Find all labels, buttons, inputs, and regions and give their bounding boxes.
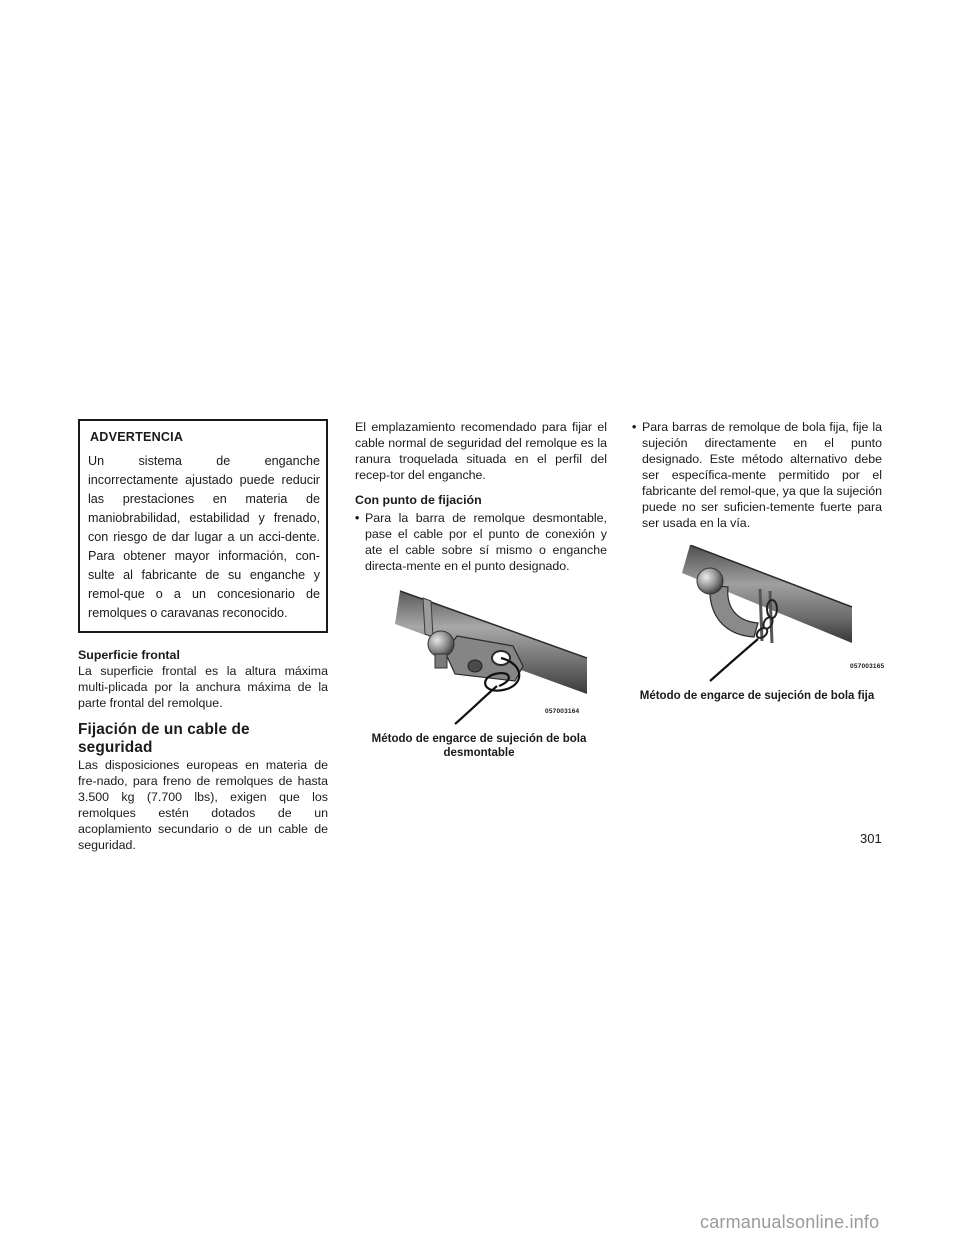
figure-code: 057003165	[850, 663, 885, 670]
middle-column	[355, 419, 607, 760]
removable-ball-figure	[375, 586, 607, 726]
bullet-text: Para barras de remolque de bola fija, fije la sujeción directamente en el punto designado. Este método alternativo debe ser específica-mente permitido por el fabricante del remol-que, ya que la sujeción puede no ser suficien-temente fuerte para ser usada en la vía.	[642, 420, 882, 530]
caption-line-1: Método de engarce de sujeción de bola	[371, 733, 587, 745]
page-number: 301	[860, 831, 882, 846]
figure-code: 0570031​64	[545, 708, 580, 715]
watermark-text: carmanualsonline.info	[700, 1212, 880, 1232]
removable-figure-caption	[351, 732, 607, 760]
recommended-location-text: El emplazamiento recomendado para fijar el cable normal de seguridad del remolque es la ranura troquelada situada en el perfil del recep-tor del enganche.	[355, 420, 607, 482]
bullet-icon: •	[632, 420, 637, 434]
bullet-icon: •	[355, 511, 360, 525]
cable-section-heading: Fijación de un cable de seguridad	[78, 721, 250, 756]
cable-section-text: Las disposiciones europeas en materia de fre-nado, para freno de remolques de hasta 3.500 kg (7.700 lbs), exigen que los remolques estén dotados de un acoplamiento secundario o de un cable de seguridad.	[78, 758, 328, 852]
attachment-point-heading: Con punto de fijación	[355, 493, 482, 507]
warning-box	[78, 419, 328, 633]
bullet-removable-bar	[355, 510, 607, 574]
frontal-text: La superficie frontal es la altura máxima multi-plicada por la anchura máxima de la parte frontal del remolque.	[78, 664, 328, 710]
caption-line-2: desmontable	[443, 747, 515, 759]
fixed-ball-figure	[682, 545, 885, 685]
bullet-text: Para la barra de remolque desmontable, pase el cable por el punto de conexión y ate el cable sobre sí mismo o enganche directa-mente en el punto designado.	[365, 511, 607, 573]
bullet-fixed-bar	[632, 419, 882, 531]
warning-text: Un sistema de enganche incorrectamente ajustado puede reducir las prestaciones en materia de maniobrabilidad, estabilidad y frenado, con riesgo de dar lugar a un acci-dente. Para obtener mayor información, con-sulte al fabricante de su enganche y remol-que o a un concesionario de remolques o caravanas reconocido.	[88, 454, 320, 620]
right-column	[632, 419, 885, 703]
left-column	[78, 419, 328, 853]
fixed-figure-caption: Método de engarce de sujeción de bola fija	[639, 690, 875, 702]
frontal-heading: Superficie frontal	[78, 648, 180, 662]
warning-title: ADVERTENCIA	[90, 430, 184, 444]
